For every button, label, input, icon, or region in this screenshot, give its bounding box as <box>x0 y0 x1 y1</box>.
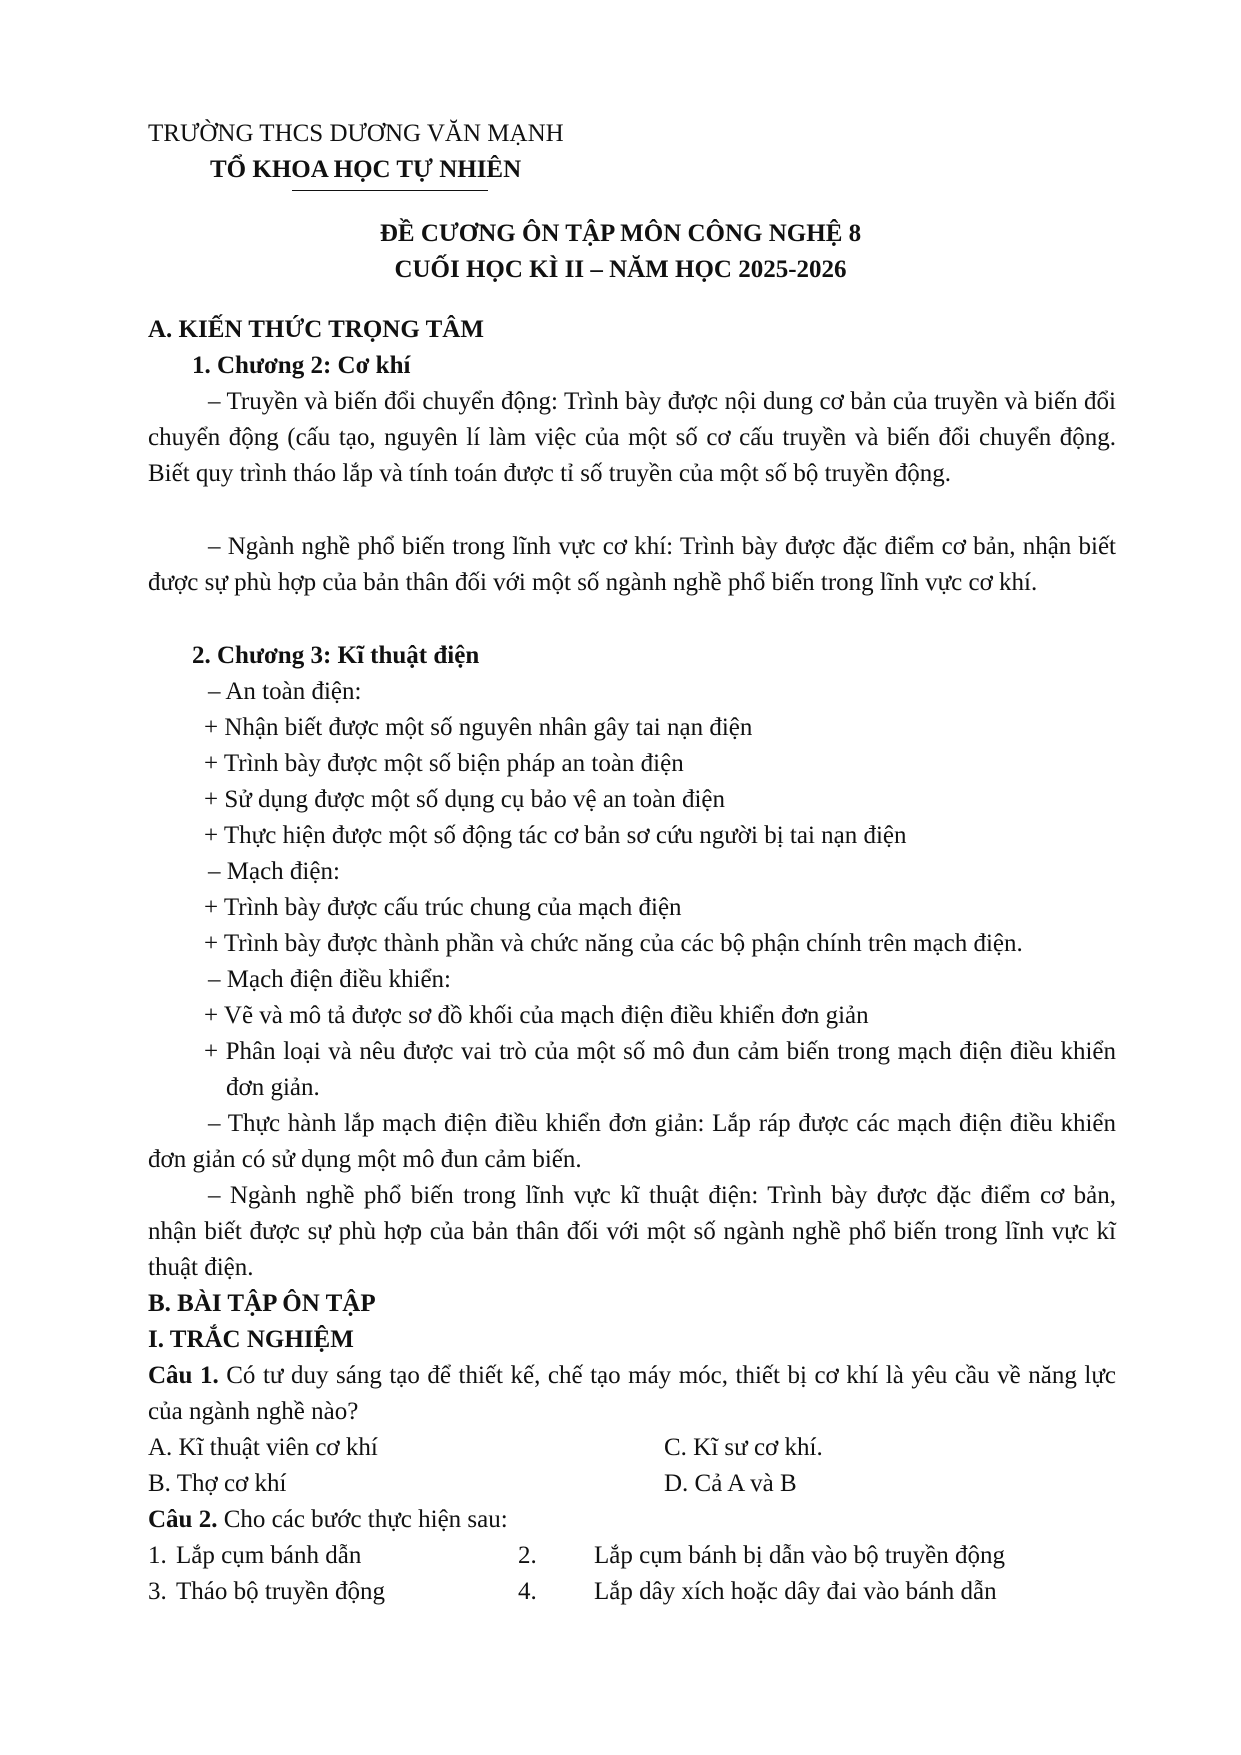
school-name: TRƯỜNG THCS DƯƠNG VĂN MẠNH <box>148 120 564 147</box>
step-number: 2. <box>518 1542 537 1569</box>
question-2-label: Câu 2. <box>148 1506 218 1533</box>
document-subtitle: CUỐI HỌC KÌ II – NĂM HỌC 2025-2026 <box>394 256 847 283</box>
control-circuit-item: + Vẽ và mô tả được sơ đồ khối của mạch điện điều khiển đơn giản <box>204 1002 869 1029</box>
circuit-heading: – Mạch điện: <box>208 858 340 885</box>
safety-heading: – An toàn điện: <box>208 678 362 705</box>
answer-option-a: A. Kĩ thuật viên cơ khí <box>148 1434 378 1461</box>
safety-item: + Nhận biết được một số nguyên nhân gây tai nạn điện <box>204 714 753 741</box>
safety-item: + Sử dụng được một số dụng cụ bảo vệ an toàn điện <box>204 786 726 813</box>
step-text: Tháo bộ truyền động <box>176 1578 385 1605</box>
section-a-heading: A. KIẾN THỨC TRỌNG TÂM <box>148 316 484 343</box>
step-text: Lắp cụm bánh dẫn <box>176 1542 362 1569</box>
question-1-text: Có tư duy sáng tạo để thiết kế, chế tạo máy móc, thiết bị cơ khí là yêu cầu về năng lực của ngành nghề nào? <box>148 1362 1116 1425</box>
step-number: 3. <box>148 1578 167 1605</box>
control-circuit-item: + Phân loại và nêu được vai trò của một số mô đun cảm biến trong mạch điện điều khiển đơn giản. <box>204 1038 1116 1101</box>
question-1-label: Câu 1. <box>148 1362 219 1389</box>
step-text: Lắp cụm bánh bị dẫn vào bộ truyền động <box>594 1542 1006 1569</box>
step-text: Lắp dây xích hoặc dây đai vào bánh dẫn <box>594 1578 997 1605</box>
chapter-2-paragraph-2: – Ngành nghề phổ biến trong lĩnh vực cơ khí: Trình bày được đặc điểm cơ bản, nhận biết được sự phù hợp của bản thân đối với một số ngành nghề phổ biến trong lĩnh vực cơ khí. <box>148 533 1116 596</box>
control-circuit-heading: – Mạch điện điều khiển: <box>208 966 451 993</box>
step-number: 4. <box>518 1578 537 1605</box>
control-circuit-item-wrap <box>204 1034 1116 1106</box>
document-title: ĐỀ CƯƠNG ÔN TẬP MÔN CÔNG NGHỆ 8 <box>379 220 862 247</box>
chapter-2-heading: 1. Chương 2: Cơ khí <box>192 352 411 379</box>
chapter-2-paragraph-1: – Truyền và biến đổi chuyển động: Trình bày được nội dung cơ bản của truyền và biến đổi chuyển động (cấu tạo, nguyên lí làm việc của một số cơ cấu truyền và biến đổi chuyển động. Biết quy trình tháo lắp và tính toán được tỉ số truyền của một số bộ truyền động. <box>148 388 1116 487</box>
safety-item: + Trình bày được một số biện pháp an toàn điện <box>204 750 684 777</box>
circuit-item: + Trình bày được thành phần và chức năng của các bộ phận chính trên mạch điện. <box>204 930 1023 957</box>
multiple-choice-heading: I. TRẮC NGHIỆM <box>148 1326 354 1353</box>
practice-paragraph: – Thực hành lắp mạch điện điều khiển đơn giản: Lắp ráp được các mạch điện điều khiển đơn giản có sử dụng một mô đun cảm biến. <box>148 1110 1116 1173</box>
section-b-heading: B. BÀI TẬP ÔN TẬP <box>148 1290 376 1317</box>
question-2-text: Cho các bước thực hiện sau: <box>217 1506 508 1533</box>
circuit-item: + Trình bày được cấu trúc chung của mạch điện <box>204 894 682 921</box>
question-1 <box>148 1358 1116 1430</box>
safety-item: + Thực hiện được một số động tác cơ bản sơ cứu người bị tai nạn điện <box>204 822 907 849</box>
answer-option-c: C. Kĩ sư cơ khí. <box>664 1434 823 1461</box>
answer-option-b: B. Thợ cơ khí <box>148 1470 287 1497</box>
answer-option-d: D. Cả A và B <box>664 1470 797 1497</box>
department-underline <box>292 190 488 191</box>
careers-paragraph: – Ngành nghề phổ biến trong lĩnh vực kĩ thuật điện: Trình bày được đặc điểm cơ bản, nhận biết được sự phù hợp của bản thân đối với một số ngành nghề phổ biến trong lĩnh vực kĩ thuật điện. <box>148 1182 1116 1281</box>
question-2 <box>148 1502 508 1538</box>
department-name: TỔ KHOA HỌC TỰ NHIÊN <box>210 156 522 183</box>
chapter-3-heading: 2. Chương 3: Kĩ thuật điện <box>192 642 480 669</box>
step-number: 1. <box>148 1542 167 1569</box>
